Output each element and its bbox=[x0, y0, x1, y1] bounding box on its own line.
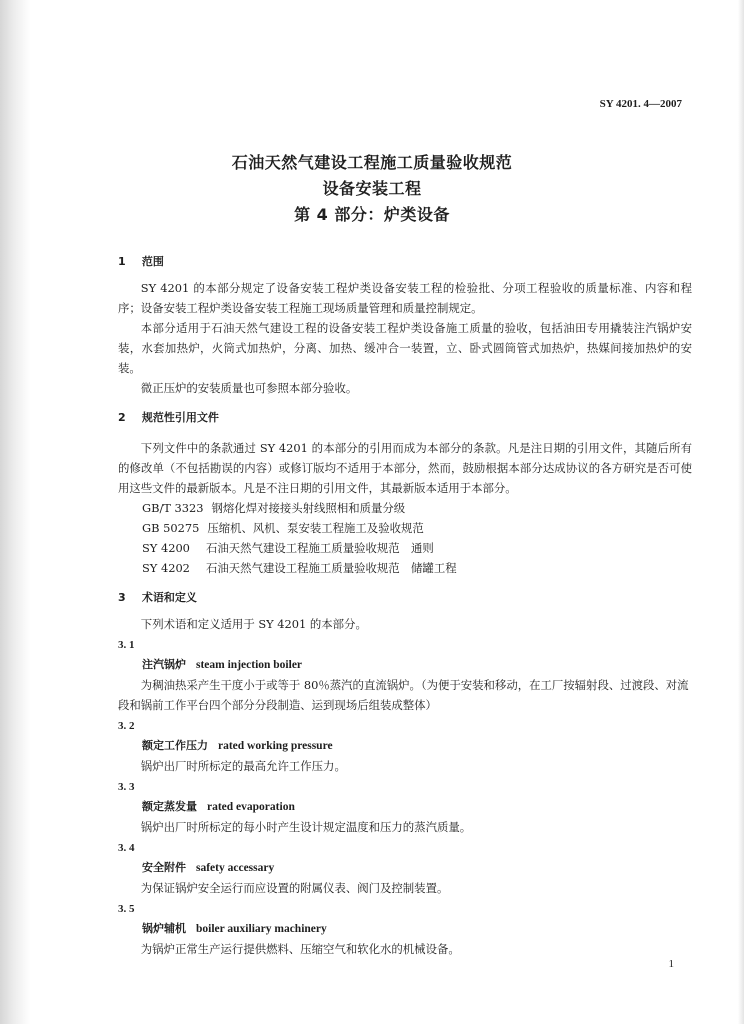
reference-title: 钢熔化焊对接接头射线照相和质量分级 bbox=[211, 501, 406, 515]
term-zh: 安全附件 bbox=[142, 861, 186, 874]
title-line-3: 第 4 部分：炉类设备 bbox=[294, 205, 450, 224]
term-en: safety accessary bbox=[196, 862, 275, 874]
section-number: 3 bbox=[118, 591, 126, 604]
reference-item bbox=[118, 498, 692, 518]
term-definition: 锅炉出厂时所标定的最高允许工作压力。 bbox=[140, 759, 346, 773]
section-title: 规范性引用文件 bbox=[141, 411, 219, 424]
standard-code: SY 4201. 4—2007 bbox=[599, 98, 682, 110]
paragraph: 下列术语和定义适用于 SY 4201 的本部分。 bbox=[140, 617, 367, 631]
clause-number: 3. 3 bbox=[118, 781, 135, 793]
term-en: steam injection boiler bbox=[196, 659, 303, 671]
term-en: boiler auxiliary machinery bbox=[196, 923, 327, 935]
section-heading-scope bbox=[118, 252, 692, 272]
reference-code: GB 50275 bbox=[142, 521, 200, 535]
term-en: rated working pressure bbox=[218, 740, 333, 752]
section-heading-normative-references bbox=[118, 408, 692, 428]
clause-number: 3. 4 bbox=[118, 842, 135, 854]
reference-code: SY 4200 bbox=[142, 541, 190, 555]
paragraph: SY 4201 的本部分规定了设备安装工程炉类设备安装工程的检验批、分项工程验收的质量标准、内容和程序；设备安装工程炉类设备安装工程施工现场质量管理和质量控制规定。 bbox=[118, 281, 692, 315]
title-line-2: 设备安装工程 bbox=[322, 179, 422, 198]
term-en: rated evaporation bbox=[207, 801, 295, 813]
title-line-1: 石油天然气建设工程施工质量验收规范 bbox=[231, 153, 513, 172]
reference-item bbox=[118, 518, 692, 538]
section-heading-terms bbox=[118, 588, 692, 608]
section-title: 范围 bbox=[141, 255, 164, 268]
reference-code: SY 4202 bbox=[142, 561, 190, 575]
reference-item bbox=[118, 558, 692, 578]
reference-title: 石油天然气建设工程施工质量验收规范 储罐工程 bbox=[206, 561, 457, 575]
term-heading bbox=[118, 857, 692, 878]
reference-code: GB/T 3323 bbox=[142, 501, 204, 515]
term-definition: 为锅炉正常生产运行提供燃料、压缩空气和软化水的机械设备。 bbox=[140, 942, 460, 956]
clause-number: 3. 1 bbox=[118, 639, 135, 651]
paragraph: 微正压炉的安装质量也可参照本部分验收。 bbox=[140, 381, 358, 395]
term-definition: 为稠油热采产生干度小于或等于 80％蒸汽的直流锅炉。（为便于安装和移动，在工厂按辐射段、过渡段、对流段和锅前工作平台四个部分分段制造、运到现场后组装成整体） bbox=[118, 678, 689, 712]
term-definition: 锅炉出厂时所标定的每小时产生设计规定温度和压力的蒸汽质量。 bbox=[140, 820, 472, 834]
page-number: 1 bbox=[668, 958, 674, 970]
term-definition: 为保证锅炉安全运行而应设置的附属仪表、阀门及控制装置。 bbox=[140, 881, 449, 895]
term-zh: 额定蒸发量 bbox=[142, 800, 197, 813]
term-heading bbox=[118, 796, 692, 817]
section-number: 1 bbox=[118, 255, 126, 268]
reference-item bbox=[118, 538, 692, 558]
document-title bbox=[0, 150, 744, 228]
section-title: 术语和定义 bbox=[141, 591, 197, 604]
paragraph: 下列文件中的条款通过 SY 4201 的本部分的引用而成为本部分的条款。凡是注日期的引用文件，其随后所有的修改单（不包括勘误的内容）或修订版均不适用于本部分，然而，鼓励根据本部分达成协议的各方研究是否可使用这些文件的最新版本。凡是不注日期的引用文件，其最新版本适用于本部分。 bbox=[118, 441, 692, 495]
term-zh: 额定工作压力 bbox=[142, 739, 208, 752]
paragraph: 本部分适用于石油天然气建设工程的设备安装工程炉类设备施工质量的验收，包括油田专用撬装注汽锅炉安装，水套加热炉，火筒式加热炉，分离、加热、缓冲合一装置，立、卧式圆筒管式加热炉，热媒间接加热炉的安装。 bbox=[118, 321, 692, 375]
term-heading bbox=[118, 654, 692, 675]
term-heading bbox=[118, 735, 692, 756]
reference-title: 石油天然气建设工程施工质量验收规范 通则 bbox=[206, 541, 434, 555]
section-number: 2 bbox=[118, 411, 126, 424]
term-zh: 锅炉辅机 bbox=[142, 922, 186, 935]
document-body bbox=[118, 252, 692, 959]
reference-title: 压缩机、风机、泵安装工程施工及验收规范 bbox=[207, 521, 424, 535]
clause-number: 3. 2 bbox=[118, 720, 135, 732]
clause-number: 3. 5 bbox=[118, 903, 135, 915]
term-heading bbox=[118, 918, 692, 939]
term-zh: 注汽锅炉 bbox=[142, 658, 186, 671]
